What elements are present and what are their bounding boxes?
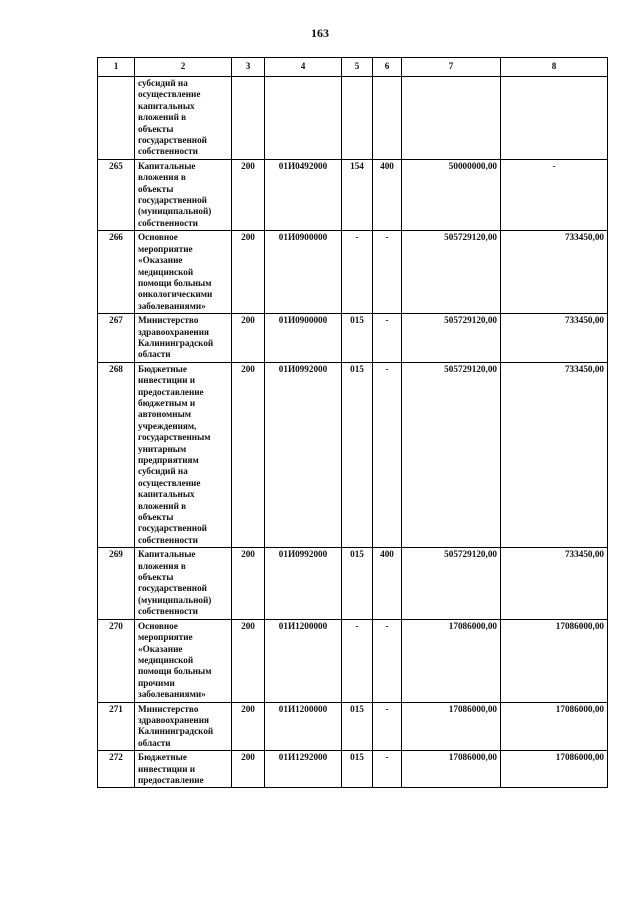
cell-col6: 400 xyxy=(373,548,402,619)
row-number: 269 xyxy=(98,548,135,619)
row-number: 268 xyxy=(98,362,135,548)
cell-col5: - xyxy=(342,619,373,702)
cell-col8: - xyxy=(501,159,608,230)
column-header: 1 xyxy=(98,58,135,77)
cell-col7: 17086000,00 xyxy=(402,751,501,788)
cell-col4: 01И0992000 xyxy=(265,362,342,548)
cell-col5: 015 xyxy=(342,751,373,788)
cell-col3: 200 xyxy=(232,314,265,363)
cell-col7: 505729120,00 xyxy=(402,362,501,548)
column-header: 4 xyxy=(265,58,342,77)
cell-col7: 505729120,00 xyxy=(402,231,501,314)
cell-col5: - xyxy=(342,231,373,314)
cell-col4 xyxy=(265,77,342,160)
cell-col4: 01И1200000 xyxy=(265,619,342,702)
cell-col8: 733450,00 xyxy=(501,362,608,548)
cell-col8: 733450,00 xyxy=(501,314,608,363)
cell-col8: 733450,00 xyxy=(501,548,608,619)
column-header: 8 xyxy=(501,58,608,77)
cell-col3: 200 xyxy=(232,702,265,751)
cell-col8: 17086000,00 xyxy=(501,702,608,751)
cell-col4: 01И1292000 xyxy=(265,751,342,788)
cell-col5: 015 xyxy=(342,548,373,619)
cell-col7: 505729120,00 xyxy=(402,548,501,619)
cell-col5: 154 xyxy=(342,159,373,230)
row-name: Министерство здравоохранения Калининградской области xyxy=(135,314,232,363)
row-name: Основное мероприятие «Оказание медицинской помощи больным онкологическими заболеваниями» xyxy=(135,231,232,314)
cell-col3: 200 xyxy=(232,619,265,702)
cell-col3: 200 xyxy=(232,159,265,230)
cell-col4: 01И0900000 xyxy=(265,314,342,363)
row-number xyxy=(98,77,135,160)
row-name: Основное мероприятие «Оказание медицинской помощи больным прочими заболеваниями» xyxy=(135,619,232,702)
cell-col7 xyxy=(402,77,501,160)
cell-col4: 01И0492000 xyxy=(265,159,342,230)
row-name: Капитальные вложения в объекты государственной (муниципальной) собственности xyxy=(135,548,232,619)
cell-col3: 200 xyxy=(232,231,265,314)
cell-col5: 015 xyxy=(342,314,373,363)
table-row xyxy=(98,619,608,702)
cell-col6: 400 xyxy=(373,159,402,230)
row-number: 270 xyxy=(98,619,135,702)
row-name: Бюджетные инвестиции и предоставление xyxy=(135,751,232,788)
row-number: 266 xyxy=(98,231,135,314)
row-name: Министерство здравоохранения Калининградской области xyxy=(135,702,232,751)
cell-col7: 505729120,00 xyxy=(402,314,501,363)
cell-col6: - xyxy=(373,362,402,548)
cell-col6: - xyxy=(373,314,402,363)
row-number: 265 xyxy=(98,159,135,230)
table-row xyxy=(98,231,608,314)
cell-col7: 17086000,00 xyxy=(402,702,501,751)
cell-col3: 200 xyxy=(232,751,265,788)
table-row xyxy=(98,751,608,788)
cell-col5: 015 xyxy=(342,362,373,548)
cell-col4: 01И0992000 xyxy=(265,548,342,619)
cell-col3: 200 xyxy=(232,362,265,548)
cell-col6: - xyxy=(373,702,402,751)
column-header: 2 xyxy=(135,58,232,77)
row-number: 267 xyxy=(98,314,135,363)
table-row xyxy=(98,77,608,160)
cell-col6: - xyxy=(373,619,402,702)
cell-col8: 17086000,00 xyxy=(501,619,608,702)
page-number: 163 xyxy=(311,26,329,40)
cell-col6: - xyxy=(373,231,402,314)
table-row xyxy=(98,548,608,619)
cell-col8: 733450,00 xyxy=(501,231,608,314)
column-header: 3 xyxy=(232,58,265,77)
table-header-row xyxy=(98,58,608,77)
cell-col6 xyxy=(373,77,402,160)
table-row xyxy=(98,314,608,363)
table-row xyxy=(98,362,608,548)
table-row xyxy=(98,702,608,751)
cell-col3: 200 xyxy=(232,548,265,619)
cell-col4: 01И1200000 xyxy=(265,702,342,751)
cell-col6: - xyxy=(373,751,402,788)
column-header: 7 xyxy=(402,58,501,77)
row-number: 271 xyxy=(98,702,135,751)
row-name: Бюджетные инвестиции и предоставление бюджетным и автономным учреждениям, государственным унитарным предприятиям субсидий на осуществление капитальных вложений в объекты государственной собственности xyxy=(135,362,232,548)
column-header: 5 xyxy=(342,58,373,77)
cell-col5 xyxy=(342,77,373,160)
row-name: Капитальные вложения в объекты государственной (муниципальной) собственности xyxy=(135,159,232,230)
cell-col4: 01И0900000 xyxy=(265,231,342,314)
column-header: 6 xyxy=(373,58,402,77)
cell-col7: 50000000,00 xyxy=(402,159,501,230)
cell-col8: 17086000,00 xyxy=(501,751,608,788)
budget-table xyxy=(97,57,608,788)
table-row xyxy=(98,159,608,230)
cell-col7: 17086000,00 xyxy=(402,619,501,702)
row-name: субсидий на осуществление капитальных вложений в объекты государственной собственности xyxy=(135,77,232,160)
cell-col3 xyxy=(232,77,265,160)
cell-col8 xyxy=(501,77,608,160)
cell-col5: 015 xyxy=(342,702,373,751)
row-number: 272 xyxy=(98,751,135,788)
